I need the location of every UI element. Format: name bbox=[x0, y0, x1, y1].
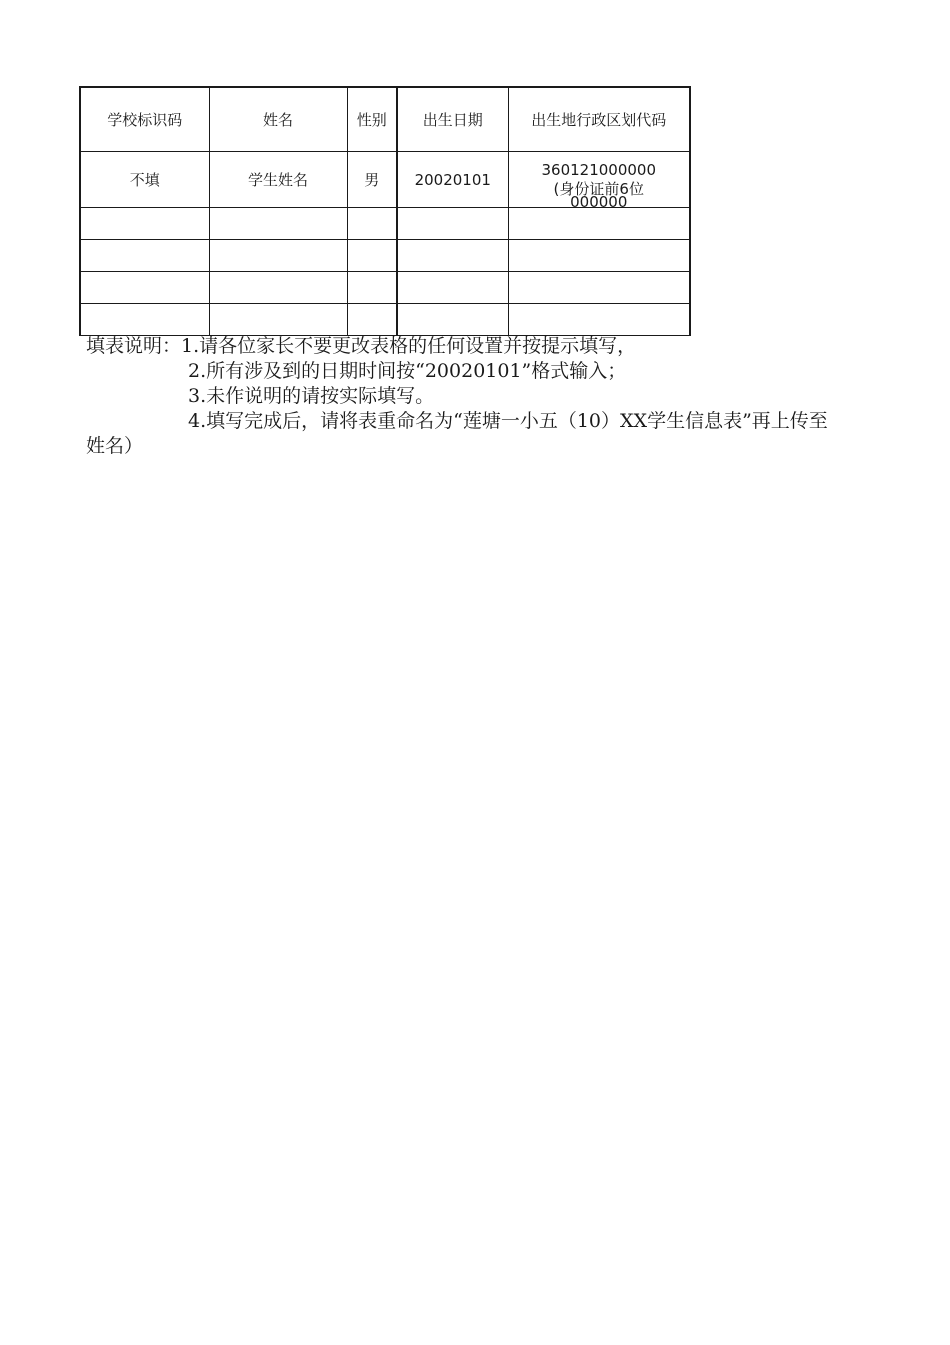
empty-cell[interactable] bbox=[209, 240, 347, 272]
header-birth-date: 出生日期 bbox=[397, 87, 508, 152]
empty-cell[interactable] bbox=[397, 272, 508, 304]
cell-birth-date[interactable]: 20020101 bbox=[397, 152, 508, 208]
table-row bbox=[80, 272, 690, 304]
empty-cell[interactable] bbox=[508, 272, 690, 304]
region-code-line: 360121000000 bbox=[541, 160, 657, 179]
table-header-row bbox=[80, 87, 690, 152]
empty-cell[interactable] bbox=[80, 304, 209, 336]
empty-cell[interactable] bbox=[347, 304, 397, 336]
instruction-line-3: 3.未作说明的请按实际填写。 bbox=[188, 385, 435, 407]
fill-instructions bbox=[86, 334, 828, 459]
instruction-line-4: 4.填写完成后，请将表重命名为“莲塘一小五（10）XX学生信息表”再上传至 bbox=[188, 410, 828, 432]
empty-cell[interactable] bbox=[397, 240, 508, 272]
instruction-line-1: 填表说明：1.请各位家长不要更改表格的任何设置并按提示填写， bbox=[86, 335, 637, 357]
empty-cell[interactable] bbox=[347, 240, 397, 272]
instruction-line-2: 2.所有涉及到的日期时间按“20020101”格式输入； bbox=[188, 360, 627, 382]
cell-school-code[interactable]: 不填 bbox=[80, 152, 209, 208]
empty-cell[interactable] bbox=[397, 304, 508, 336]
cell-region-code[interactable] bbox=[508, 152, 690, 208]
cell-gender[interactable]: 男 bbox=[347, 152, 397, 208]
table-row bbox=[80, 152, 690, 208]
empty-cell[interactable] bbox=[80, 240, 209, 272]
empty-cell[interactable] bbox=[508, 240, 690, 272]
empty-cell[interactable] bbox=[209, 304, 347, 336]
table-row bbox=[80, 208, 690, 240]
empty-cell[interactable] bbox=[508, 304, 690, 336]
header-school-code: 学校标识码 bbox=[80, 87, 209, 152]
header-gender: 性别 bbox=[347, 87, 397, 152]
cell-name[interactable]: 学生姓名 bbox=[209, 152, 347, 208]
region-code-line: (身份证前6位 bbox=[553, 179, 644, 198]
empty-cell[interactable] bbox=[209, 272, 347, 304]
header-region-code: 出生地行政区划代码 bbox=[508, 87, 690, 152]
student-info-table bbox=[79, 86, 691, 336]
empty-cell[interactable] bbox=[347, 272, 397, 304]
table-row bbox=[80, 240, 690, 272]
instruction-line-5: 姓名） bbox=[86, 435, 144, 457]
empty-cell[interactable] bbox=[80, 208, 209, 240]
empty-cell[interactable] bbox=[508, 208, 690, 240]
header-name: 姓名 bbox=[209, 87, 347, 152]
empty-cell[interactable] bbox=[347, 208, 397, 240]
empty-cell[interactable] bbox=[209, 208, 347, 240]
empty-cell[interactable] bbox=[80, 272, 209, 304]
table-row bbox=[80, 304, 690, 336]
empty-cell[interactable] bbox=[397, 208, 508, 240]
region-code-line: 000000 bbox=[570, 193, 628, 208]
